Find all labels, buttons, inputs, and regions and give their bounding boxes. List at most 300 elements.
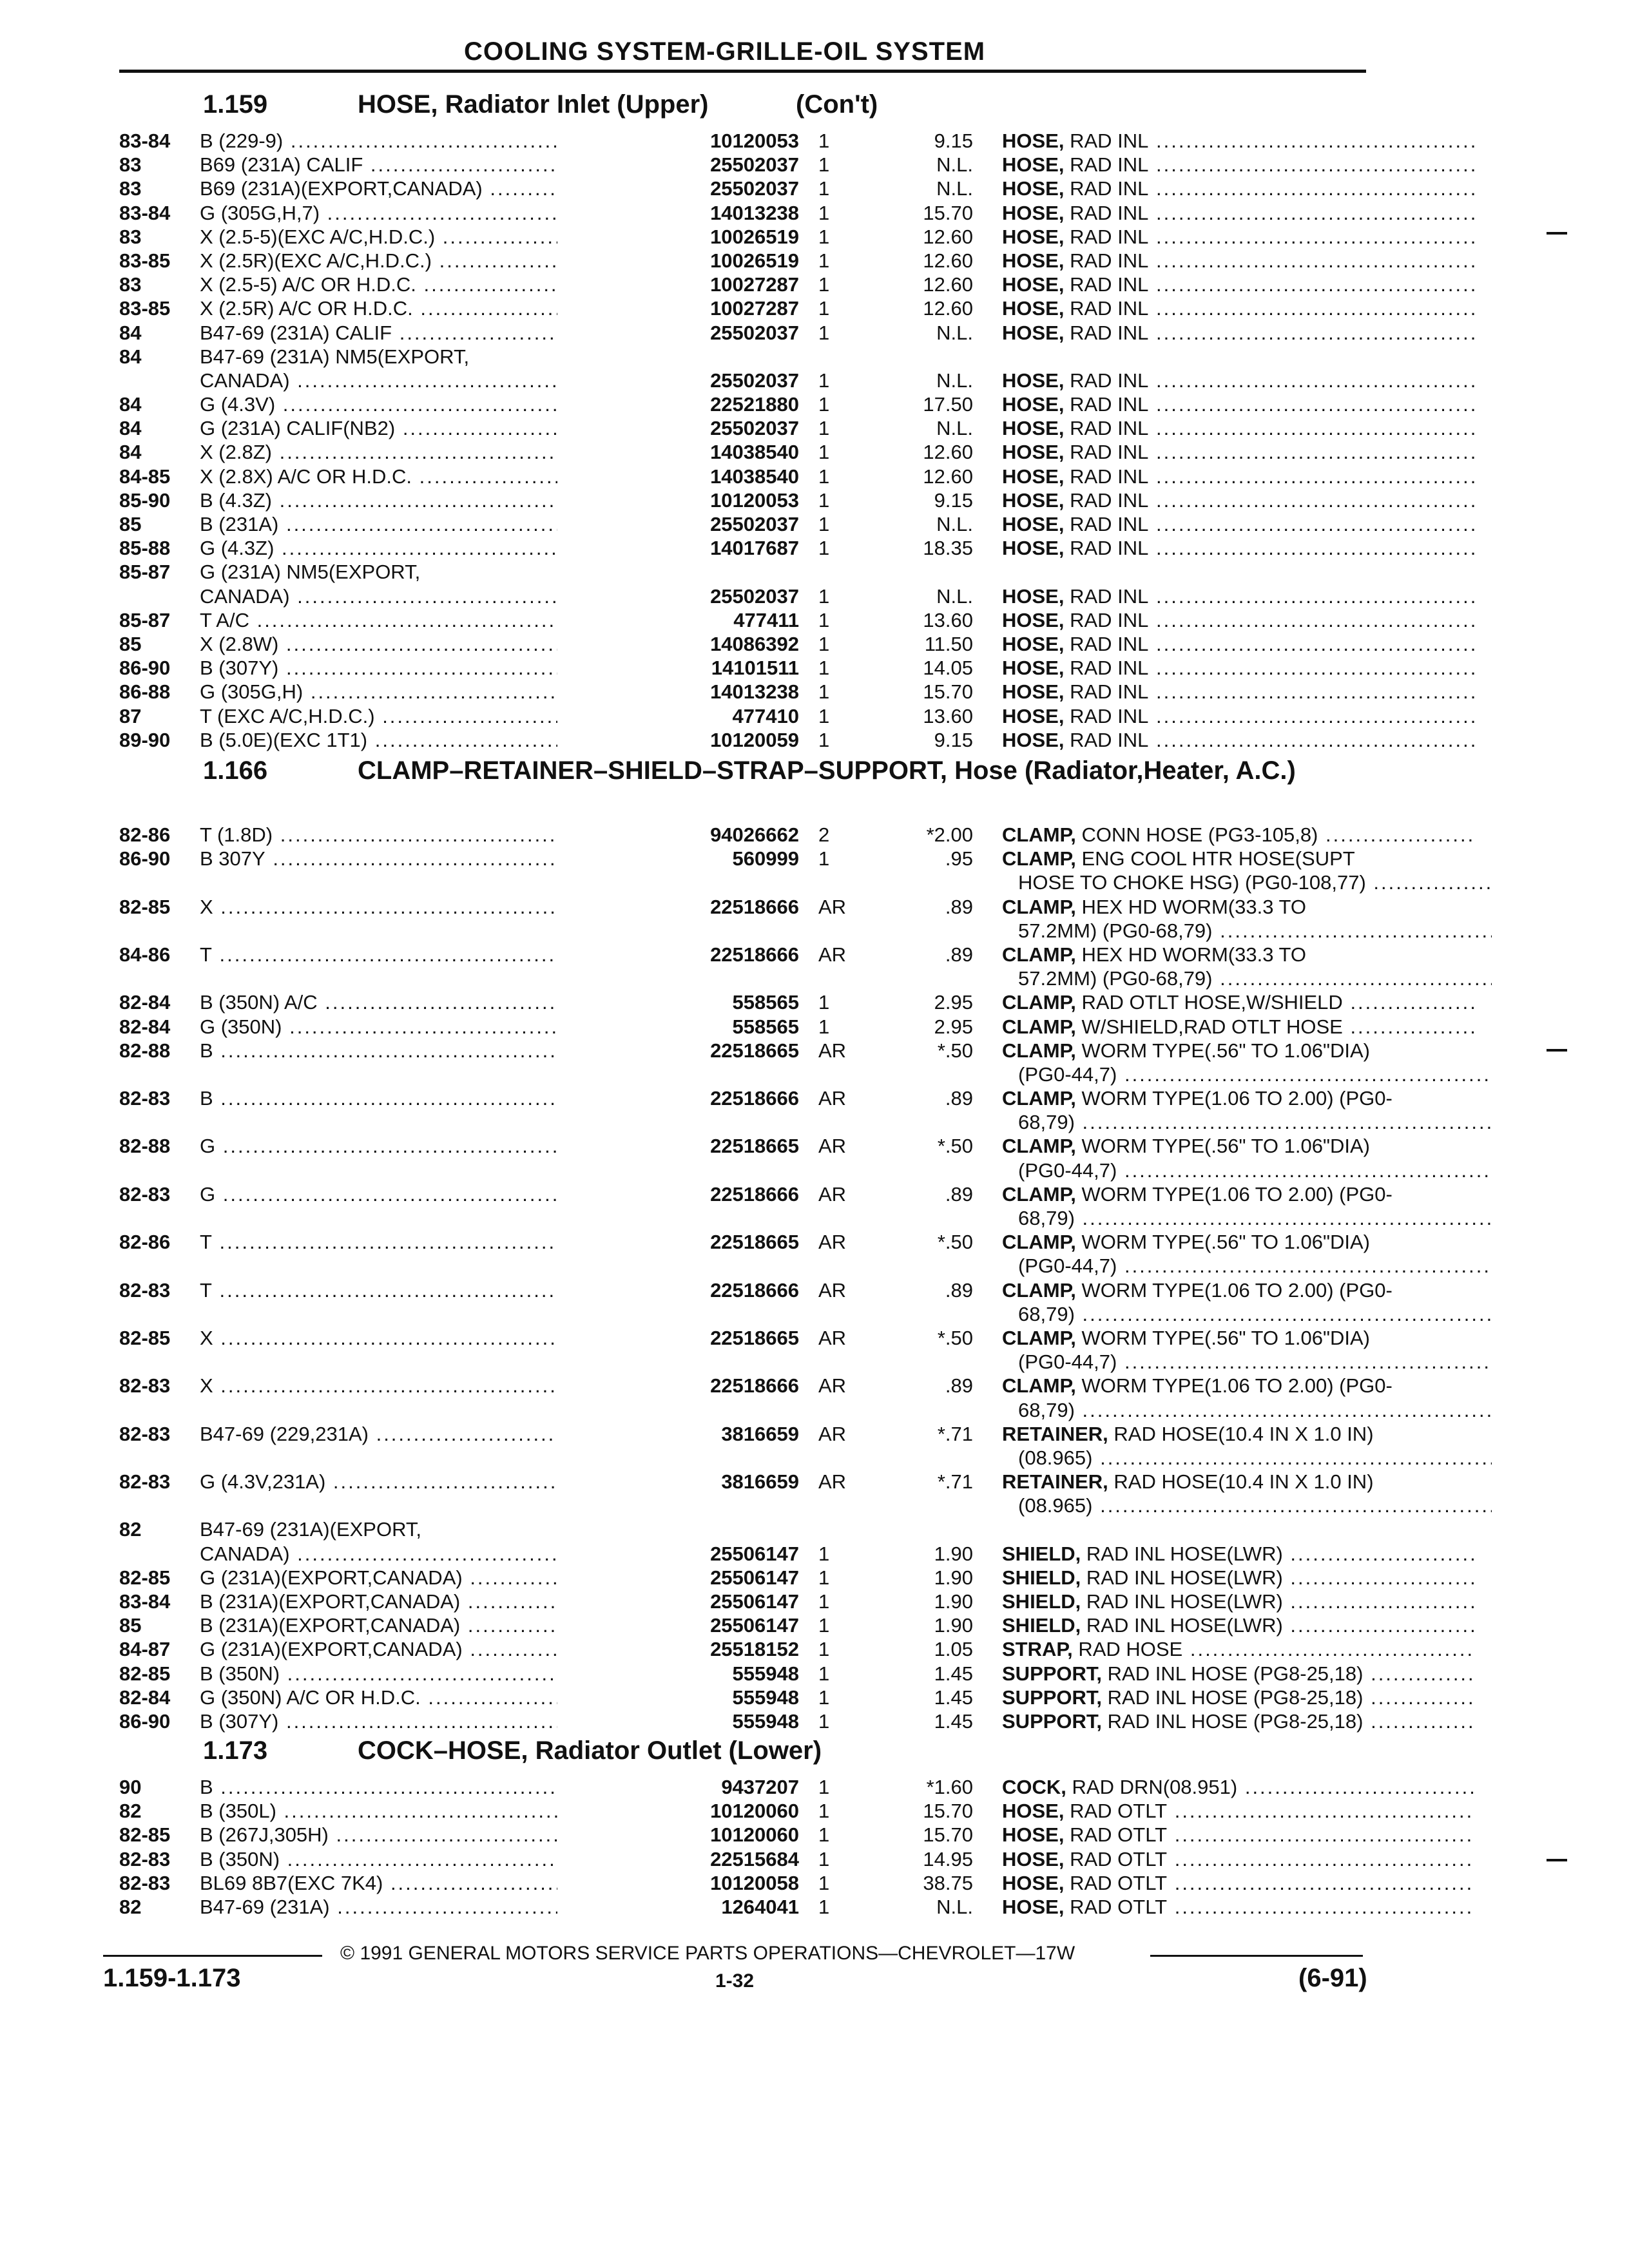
model-application: B 307Y ..... [200,847,557,870]
part-description [1002,895,1476,919]
price: 15.70 [923,680,973,704]
parts-row [119,560,1366,584]
part-modifier: RAD INL HOSE (PG8-25,18) [1107,1709,1364,1733]
model-years: 82-83 [119,1278,171,1302]
description-continued: 68,79) ..... [1018,1110,1492,1134]
part-noun: HOSE, [1002,584,1065,608]
price: *.50 [937,1039,973,1062]
parts-row [119,656,1366,680]
part-noun: HOSE, [1002,441,1065,464]
price: 15.70 [923,201,973,224]
parts-row [119,895,1366,919]
part-noun: CLAMP, [1002,847,1076,870]
part-modifier: RAD HOSE [1078,1638,1183,1661]
price: 12.60 [923,225,973,248]
page-title: COOLING SYSTEM-GRILLE-OIL SYSTEM [464,37,986,66]
part-number: 555948 [732,1662,799,1685]
footer-copyright: © 1991 GENERAL MOTORS SERVICE PARTS OPERATIONS—CHEVROLET—17W [340,1943,1075,1964]
price: *.50 [937,1135,973,1158]
price: N.L. [936,369,973,392]
description-continued: (PG0-44,7) ..... [1018,1062,1492,1086]
part-noun: RETAINER, [1002,1422,1108,1445]
parts-row [119,1039,1370,1062]
model-application: T A/C ..... [200,608,557,632]
model-application: T ..... [200,943,557,966]
parts-row [119,1823,1366,1847]
parts-row [119,1494,1366,1517]
description-continued: (08.965) ..... [1018,1494,1492,1517]
part-noun: HOSE, [1002,1871,1065,1894]
part-number: 14038540 [710,441,799,464]
model-years: 82-88 [119,1039,171,1062]
price: 12.60 [923,465,973,488]
part-description [1002,1542,1476,1566]
part-noun: CLAMP, [1002,991,1076,1014]
description-continued: 68,79) ..... [1018,1206,1492,1230]
parts-row [119,823,1366,847]
quantity: 1 [818,847,830,870]
parts-row [119,488,1366,512]
part-description [1002,680,1476,704]
part-modifier: RAD INL HOSE (PG8-25,18) [1107,1662,1364,1685]
model-years: 82-85 [119,1662,171,1685]
footer-rule-right [1150,1955,1363,1957]
part-number: 10120060 [710,1800,799,1823]
parts-row [119,1254,1366,1278]
description-continued: 57.2MM) (PG0-68,79) ..... [1018,966,1492,990]
parts-row [119,1278,1393,1302]
model-application: X (2.5-5) A/C OR H.D.C. ..... [200,273,557,296]
part-number: 14038540 [710,465,799,488]
model-years: 82-88 [119,1135,171,1158]
description-continued: 57.2MM) (PG0-68,79) ..... [1018,919,1492,943]
footer-page-number: 1-32 [715,1970,755,1992]
model-years: 84 [119,321,142,344]
part-noun: SHIELD, [1002,1590,1081,1613]
parts-row [119,296,1366,320]
part-noun: HOSE, [1002,153,1065,177]
quantity: 1 [818,297,830,320]
part-modifier: RAD INL [1070,393,1149,416]
part-number: 22518665 [710,1135,799,1158]
section-number: 1.159 [203,90,268,119]
model-application: T (EXC A/C,H.D.C.) ..... [200,704,557,728]
price: *.71 [937,1470,973,1494]
parts-row [119,1015,1366,1039]
quantity: 1 [818,1638,830,1661]
quantity: AR [818,1231,847,1254]
model-years: 85-87 [119,608,171,631]
model-application: B47-69 (231A) CALIF ..... [200,321,557,345]
price: 38.75 [923,1871,973,1894]
model-years: 86-90 [119,1709,171,1733]
parts-row [119,369,1366,392]
quantity: 1 [818,1542,830,1565]
part-number: 25502037 [710,153,799,177]
part-noun: HOSE, [1002,680,1065,704]
part-modifier: RAD INL [1070,488,1149,512]
section-number: 1.166 [203,756,268,785]
part-number: 14017687 [710,537,799,560]
part-number: 10120059 [710,728,799,751]
part-noun: HOSE, [1002,201,1065,224]
part-modifier: RAD INL [1070,201,1149,224]
quantity: 1 [818,1871,830,1894]
parts-row [119,870,1366,894]
model-years: 82-85 [119,1823,171,1847]
model-years: 85 [119,1614,142,1637]
part-modifier: RAD INL [1070,417,1149,440]
parts-row [119,1775,1366,1799]
quantity: 1 [818,201,830,224]
model-years: 83-84 [119,1590,171,1613]
part-description [1002,1230,1476,1254]
part-number: 14013238 [710,201,799,224]
parts-row [119,632,1366,656]
price: *2.00 [926,823,973,846]
part-modifier: RAD INL HOSE(LWR) [1086,1614,1283,1637]
model-application: B ..... [200,1086,557,1110]
model-years: 85-88 [119,537,171,560]
quantity: AR [818,1326,847,1349]
parts-row [119,1517,1366,1541]
quantity: 1 [818,657,830,680]
parts-row [119,919,1366,943]
part-number: 22515684 [710,1847,799,1870]
section-title: HOSE, Radiator Inlet (Upper) [358,90,709,119]
quantity: 1 [818,273,830,296]
part-description [1002,296,1476,320]
part-modifier: W/SHIELD,RAD OTLT HOSE [1081,1015,1343,1038]
parts-table-1166 [119,823,1393,1733]
part-number: 3816659 [721,1422,799,1445]
part-number: 22518665 [710,1039,799,1062]
model-years: 82-84 [119,1015,171,1038]
quantity: 1 [818,1823,830,1847]
parts-row [119,1422,1374,1446]
part-modifier: RAD OTLT [1070,1895,1168,1918]
model-application: G (231A) CALIF(NB2) ..... [200,416,557,440]
price: N.L. [936,153,973,177]
part-number: 10120060 [710,1823,799,1847]
part-modifier: RAD INL [1070,465,1149,488]
price: N.L. [936,417,973,440]
part-modifier: RAD INL [1070,632,1149,655]
model-application: X (2.8W) ..... [200,632,557,656]
part-noun: CLAMP, [1002,1182,1076,1206]
part-noun: CLAMP, [1002,1135,1076,1158]
model-years: 82-83 [119,1087,171,1110]
part-noun: HOSE, [1002,130,1065,152]
part-noun: HOSE, [1002,417,1065,440]
quantity: 1 [818,321,830,344]
quantity: 1 [818,632,830,655]
part-number: 3816659 [721,1470,799,1494]
price: 2.95 [934,991,973,1014]
parts-row [119,249,1366,273]
quantity: 1 [818,1662,830,1685]
description-continued: 68,79) ..... [1018,1398,1492,1422]
part-modifier: RAD OTLT [1070,1800,1168,1823]
quantity: AR [818,895,847,918]
model-years: 84 [119,393,142,416]
part-noun: SUPPORT, [1002,1662,1103,1685]
part-noun: HOSE, [1002,1847,1065,1870]
part-modifier: ENG COOL HTR HOSE(SUPT [1081,847,1355,870]
price: 13.60 [923,608,973,631]
price: 1.05 [934,1638,973,1661]
model-application: BL69 8B7(EXC 7K4) ..... [200,1871,557,1895]
model-application: B (229-9) ..... [200,129,557,153]
part-noun: HOSE, [1002,537,1065,560]
model-application: G (4.3V,231A) ..... [200,1470,557,1494]
part-number: 14101511 [711,657,799,680]
part-description [1002,440,1476,464]
model-years: 90 [119,1776,142,1798]
part-number: 555948 [732,1709,799,1733]
model-years: 84-85 [119,465,171,488]
margin-mark [1547,1049,1567,1052]
quantity: AR [818,1182,847,1206]
parts-row [119,966,1366,990]
part-modifier: RAD INL HOSE(LWR) [1086,1566,1283,1589]
quantity: 1 [818,537,830,560]
part-modifier: WORM TYPE(1.06 TO 2.00) (PG0- [1081,1374,1393,1398]
quantity: 1 [818,1686,830,1709]
parts-row [119,345,1366,369]
part-modifier: RAD INL [1070,369,1149,392]
part-noun: HOSE, [1002,657,1065,680]
part-noun: HOSE, [1002,321,1065,344]
model-application: X (2.8Z) ..... [200,440,557,464]
parts-row [119,943,1366,966]
quantity: 1 [818,1847,830,1870]
part-number: 25518152 [710,1638,799,1661]
part-noun: SHIELD, [1002,1542,1081,1565]
parts-row [119,1110,1366,1134]
part-number: 558565 [732,1015,799,1038]
part-noun: HOSE, [1002,393,1065,416]
model-application: B69 (231A) CALIF ..... [200,153,557,177]
model-years: 82-83 [119,1182,171,1206]
part-number: 10027287 [710,297,799,320]
price: *1.60 [926,1776,973,1798]
part-noun: CLAMP, [1002,823,1076,846]
parts-row [119,1709,1366,1733]
parts-table-1159 [119,129,1366,752]
part-noun: CLAMP, [1002,1039,1076,1062]
model-application: CANADA) ..... [200,1542,557,1566]
part-noun: SUPPORT, [1002,1709,1103,1733]
part-number: 25502037 [710,584,799,608]
model-years: 84 [119,441,142,464]
model-years: 83 [119,273,142,296]
part-modifier: RAD OTLT [1070,1823,1168,1847]
part-noun: CLAMP, [1002,943,1076,966]
model-application: X (2.5R) A/C OR H.D.C. ..... [200,296,557,320]
part-number: 555948 [732,1686,799,1709]
quantity: 1 [818,728,830,751]
part-modifier: RAD INL [1070,441,1149,464]
model-years: 82-84 [119,1686,171,1709]
model-years: 84 [119,417,142,440]
part-description [1002,1686,1476,1709]
price: 1.90 [934,1590,973,1613]
margin-mark [1547,1859,1567,1861]
parts-row [119,1230,1370,1254]
price: 14.95 [923,1847,973,1870]
parts-row [119,201,1366,225]
price: 9.15 [934,130,973,152]
model-application: B ..... [200,1039,557,1062]
part-noun: SUPPORT, [1002,1686,1103,1709]
model-application: G ..... [200,1134,557,1158]
description-continued: HOSE TO CHOKE HSG) (PG0-108,77) ..... [1018,870,1492,894]
parts-row [119,129,1366,153]
parts-row [119,1182,1393,1206]
price: 15.70 [923,1823,973,1847]
parts-row [119,536,1366,560]
part-modifier: RAD HOSE(10.4 IN X 1.0 IN) [1113,1470,1374,1494]
model-application: T (1.8D) ..... [200,823,557,847]
price: .89 [945,943,973,966]
quantity: 1 [818,1709,830,1733]
part-number: 25502037 [710,321,799,344]
part-number: 558565 [732,991,799,1014]
quantity: 1 [818,177,830,200]
model-years: 82-86 [119,823,171,846]
part-description [1002,728,1476,752]
part-modifier: HEX HD WORM(33.3 TO [1081,895,1306,918]
part-modifier: CONN HOSE (PG3-105,8) [1081,823,1318,846]
part-modifier: WORM TYPE(.56" TO 1.06"DIA) [1081,1135,1370,1158]
part-noun: CLAMP, [1002,1087,1076,1110]
parts-row [119,1895,1366,1919]
price: *.50 [937,1231,973,1254]
model-application: B (307Y) ..... [200,1709,557,1733]
parts-row [119,728,1366,752]
model-years: 82-83 [119,1422,171,1445]
header-rule [119,70,1366,73]
part-modifier: RAD INL [1070,513,1149,535]
part-description [1002,321,1476,345]
price: 13.60 [923,704,973,727]
description-continued: (PG0-44,7) ..... [1018,1158,1492,1182]
quantity: 1 [818,1776,830,1798]
model-application: B (307Y) ..... [200,656,557,680]
price: *.71 [937,1422,973,1445]
part-modifier: RAD INL [1070,249,1149,272]
model-application: B69 (231A)(EXPORT,CANADA) ..... [200,177,557,200]
quantity: 1 [818,991,830,1014]
parts-row [119,225,1366,249]
part-description [1002,1039,1476,1062]
price: 1.45 [934,1686,973,1709]
part-number: 560999 [732,847,799,870]
part-description [1002,1134,1476,1158]
price: N.L. [936,177,973,200]
quantity: 1 [818,393,830,416]
parts-row [119,1398,1366,1422]
model-application: B (4.3Z) ..... [200,488,557,512]
parts-row [119,1847,1366,1871]
parts-row [119,584,1366,608]
model-years: 82-83 [119,1847,171,1870]
part-noun: HOSE, [1002,297,1065,320]
part-description [1002,1871,1476,1895]
quantity: 1 [818,441,830,464]
part-number: 22518666 [710,895,799,918]
part-description [1002,177,1476,200]
parts-row [119,1158,1366,1182]
price: 12.60 [923,273,973,296]
parts-row [119,416,1366,440]
section-number: 1.173 [203,1736,268,1765]
parts-row [119,1662,1366,1686]
part-number: 10120053 [710,488,799,512]
part-description [1002,1799,1476,1823]
part-modifier: WORM TYPE(1.06 TO 2.00) (PG0- [1081,1087,1393,1110]
model-years: 83 [119,153,142,177]
part-number: 25502037 [710,417,799,440]
part-description [1002,488,1476,512]
model-application: G (231A)(EXPORT,CANADA) ..... [200,1566,557,1590]
price: 12.60 [923,441,973,464]
quantity: 1 [818,513,830,535]
part-number: 10026519 [710,225,799,248]
footer-date-code: (6-91) [1298,1964,1367,1992]
model-years: 83-84 [119,130,171,152]
price: N.L. [936,321,973,344]
parts-row [119,680,1366,704]
price: 1.45 [934,1709,973,1733]
price: 18.35 [923,537,973,560]
part-description [1002,153,1476,177]
model-application: B47-69 (231A) ..... [200,1895,557,1919]
quantity: 1 [818,153,830,177]
parts-row [119,608,1366,632]
part-modifier: WORM TYPE(.56" TO 1.06"DIA) [1081,1039,1370,1062]
model-years: 85 [119,632,142,655]
part-description [1002,1709,1476,1733]
description-continued: (PG0-44,7) ..... [1018,1254,1492,1278]
part-modifier: HEX HD WORM(33.3 TO [1081,943,1306,966]
quantity: 2 [818,823,830,846]
price: 1.90 [934,1566,973,1589]
part-noun: SHIELD, [1002,1566,1081,1589]
model-application: X ..... [200,1326,557,1350]
part-description [1002,1374,1476,1398]
part-number: 14086392 [710,632,799,655]
price: .89 [945,1374,973,1398]
parts-row [119,1470,1374,1494]
quantity: 1 [818,680,830,704]
part-noun: HOSE, [1002,513,1065,535]
part-description [1002,1566,1476,1590]
part-number: 22518666 [710,1374,799,1398]
part-description [1002,1590,1476,1613]
part-modifier: RAD OTLT [1070,1847,1168,1870]
part-number: 9437207 [721,1776,799,1798]
model-application: B ..... [200,1775,557,1799]
part-noun: HOSE, [1002,488,1065,512]
part-modifier: RAD INL [1070,537,1149,560]
price: N.L. [936,1895,973,1918]
model-application: G ..... [200,1182,557,1206]
part-modifier: RAD INL [1070,130,1149,152]
parts-row [119,1686,1366,1709]
model-application: G (231A) NM5(EXPORT, [200,561,421,584]
